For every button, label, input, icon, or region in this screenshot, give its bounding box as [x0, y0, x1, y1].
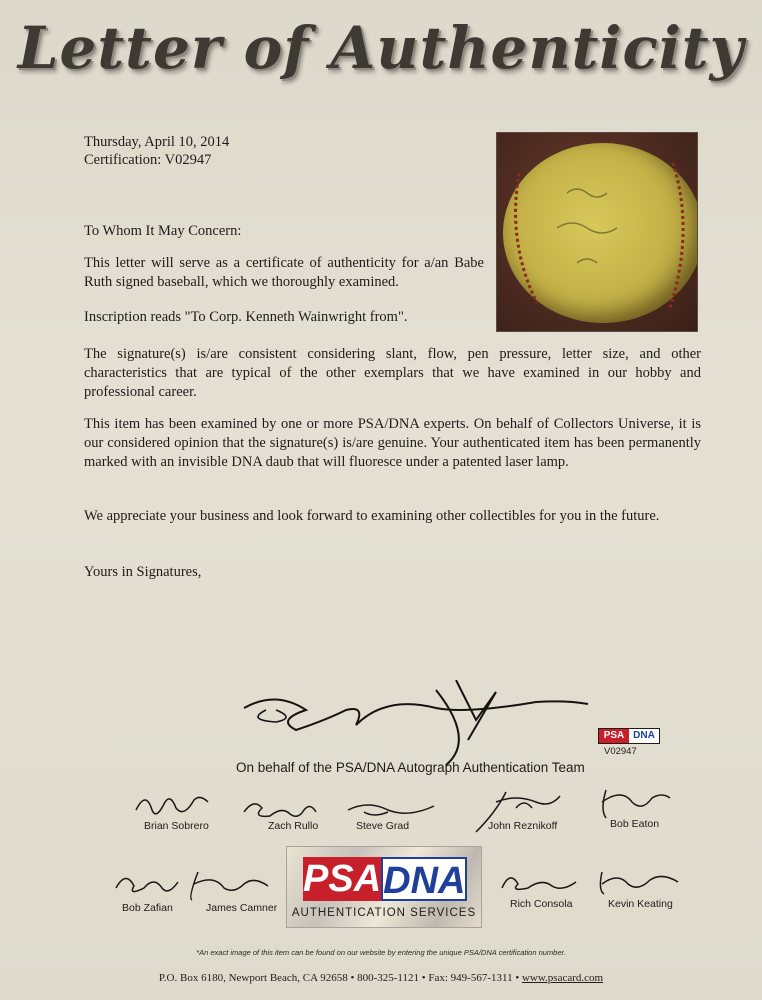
psa-dna-mini-logo [598, 728, 660, 744]
signer-name: Bob Eaton [610, 818, 660, 830]
paragraph-2: Inscription reads "To Corp. Kenneth Wainwright from". [84, 309, 408, 325]
mini-logo-dna: DNA [629, 729, 659, 743]
signer-name: John Reznikoff [488, 820, 558, 832]
certification-number: Certification: V02947 [84, 152, 212, 168]
signature-grad-icon [344, 796, 440, 822]
baseball-photo [496, 132, 698, 332]
letter-date: Thursday, April 10, 2014 [84, 134, 230, 150]
signer-name: Brian Sobrero [144, 820, 209, 832]
signer-name: Zach Rullo [268, 820, 319, 832]
signature-sobrero-icon [132, 788, 212, 822]
paragraph-3: The signature(s) is/are consistent considering slant, flow, pen pressure, letter size, and other characteristics that are typical of the other exemplars that we have examined in our hobby and professional career. [84, 346, 701, 400]
letter-title: Letter of Authenticity [17, 14, 745, 82]
hologram-logo-dna: DNA [381, 857, 467, 901]
signer-name: Bob Zafian [122, 902, 173, 914]
footer-disclaimer: *An exact image of this item can be found on our website by entering the unique PSA/DNA certification number. [196, 948, 566, 957]
signer-name: Rich Consola [510, 898, 573, 910]
paragraph-1: This letter will serve as a certificate of authenticity for a/an Babe Ruth signed baseball, which we thoroughly examined. [84, 255, 484, 290]
signature-zafian-icon [112, 868, 182, 900]
signature-camner-icon [184, 870, 274, 902]
baseball-stitching-icon [497, 133, 697, 331]
paragraph-5: We appreciate your business and look forward to examining other collectibles for you in the future. [84, 508, 660, 524]
signer-name: Steve Grad [356, 820, 410, 832]
footer-address-text: P.O. Box 6180, Newport Beach, CA 92658 • 800-325-1121 • Fax: 949-567-1311 • [158, 972, 522, 984]
psa-dna-logo [303, 857, 465, 901]
hologram-logo-psa: PSA [303, 858, 382, 900]
footer-address [0, 972, 762, 984]
main-signature-icon [236, 680, 596, 770]
hologram-subtitle: AUTHENTICATION SERVICES [291, 907, 477, 919]
signer-name: Kevin Keating [608, 898, 673, 910]
paragraph-4: This item has been examined by one or more PSA/DNA experts. On behalf of Collectors Universe, it is our considered opinion that the signature(s) is/are genuine. Your authenticated item has been permanently marked with an invisible DNA daub that will fluoresce under a patented laser lamp. [84, 416, 701, 470]
mini-cert-number: V02947 [604, 746, 637, 757]
closing: Yours in Signatures, [84, 564, 202, 580]
footer-website-link[interactable]: www.psacard.com [521, 972, 604, 984]
mini-logo-psa: PSA [599, 729, 629, 743]
signer-name: James Camner [206, 902, 278, 914]
signature-eaton-icon [596, 786, 676, 820]
signature-consola-icon [496, 868, 586, 898]
psa-dna-hologram [286, 846, 482, 928]
salutation: To Whom It May Concern: [84, 223, 242, 239]
team-line: On behalf of the PSA/DNA Autograph Authentication Team [236, 760, 585, 775]
signature-keating-icon [596, 868, 686, 898]
